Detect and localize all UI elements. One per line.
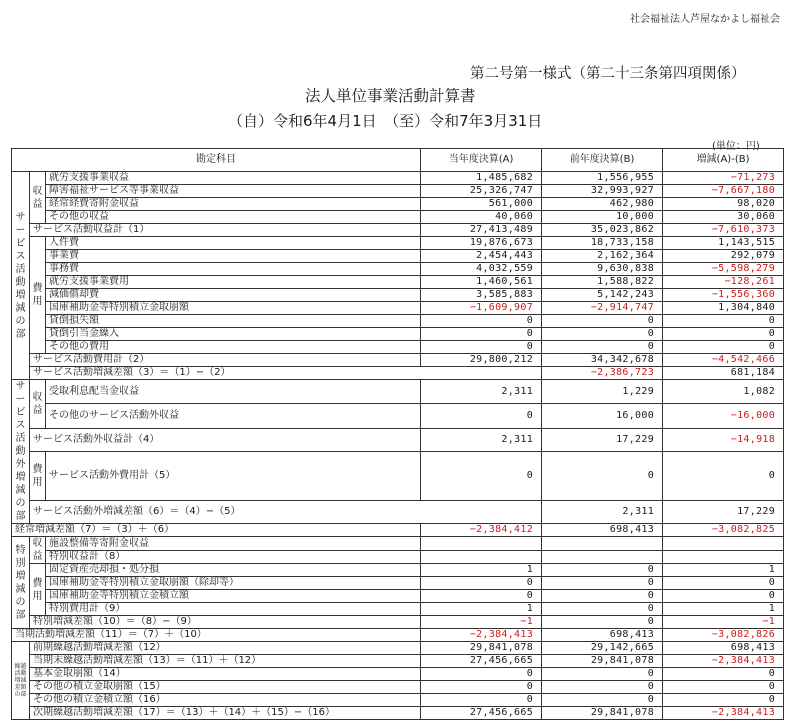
sub-revenue-3: 収益 [30, 537, 46, 564]
table-row [12, 616, 784, 629]
table-row [12, 302, 784, 315]
header-current: 当年度決算(A) [421, 149, 542, 172]
table-row [12, 315, 784, 328]
diff-value: 1,082 [663, 380, 784, 404]
current-value: 0 [421, 668, 542, 681]
row-label: その他の費用 [46, 341, 421, 354]
table-row [12, 211, 784, 224]
row-label: 特別収益計（8） [46, 550, 421, 564]
diff-value: 0 [663, 451, 784, 500]
previous-value [542, 537, 663, 551]
diff-value: −14,918 [663, 428, 784, 451]
previous-value: 34,342,678 [542, 354, 663, 367]
row-label: その他の積立金取崩額（15） [30, 681, 421, 694]
row-label: 国庫補助金等特別積立金積立額 [46, 590, 421, 603]
previous-value: 16,000 [542, 404, 663, 428]
diff-value: 1 [663, 603, 784, 616]
current-value: 0 [421, 590, 542, 603]
row-label: その他の収益 [46, 211, 421, 224]
previous-value: 1,588,822 [542, 276, 663, 289]
previous-value: 2,162,364 [542, 250, 663, 263]
previous-value: 0 [542, 694, 663, 707]
previous-value: 462,980 [542, 198, 663, 211]
current-value: −1 [421, 616, 542, 629]
current-value: 25,326,747 [421, 185, 542, 198]
row-label: サービス活動費用計（2） [30, 354, 421, 367]
diff-value: 0 [663, 668, 784, 681]
header-account: 勘定科目 [12, 149, 421, 172]
previous-value: −2,914,747 [542, 302, 663, 315]
diff-value: −71,273 [663, 172, 784, 185]
current-value: 1 [421, 564, 542, 577]
previous-value: 0 [542, 341, 663, 354]
row-label: 貸倒引当金繰入 [46, 328, 421, 341]
diff-value: −16,000 [663, 404, 784, 428]
period: （自）令和6年4月1日 （至）令和7年3月31日 [228, 112, 543, 130]
previous-value: 0 [542, 328, 663, 341]
diff-value [663, 550, 784, 564]
diff-value: 1 [663, 564, 784, 577]
previous-value: 35,023,862 [542, 224, 663, 237]
diff-value: 0 [663, 681, 784, 694]
diff-value: 1,143,515 [663, 237, 784, 250]
form-label: 第二号第一様式（第二十三条第四項関係） [470, 66, 746, 82]
current-value: 1 [421, 603, 542, 616]
current-value: 0 [421, 328, 542, 341]
table-header [12, 149, 784, 172]
unit-label: (単位：円) [712, 141, 760, 152]
diff-value: −128,261 [663, 276, 784, 289]
row-label: 人件費 [46, 237, 421, 250]
current-value: 0 [421, 404, 542, 428]
sub-expense-3: 費用 [30, 564, 46, 616]
previous-value: 1,556,955 [542, 172, 663, 185]
section-carry: 繰越活動増減差額の部 [12, 642, 30, 720]
row-label: 当期末繰越活動増減差額（13）＝（11）＋（12） [30, 655, 421, 668]
row-label: 特別費用計（9） [46, 603, 421, 616]
diff-value: −4,542,466 [663, 354, 784, 367]
current-value: 1,460,561 [421, 276, 542, 289]
table-row [12, 354, 784, 367]
row-label: 障害福祉サービス等事業収益 [46, 185, 421, 198]
table-row [12, 263, 784, 276]
current-value: 40,060 [421, 211, 542, 224]
row-label: 事務費 [46, 263, 421, 276]
row-label: 当期活動増減差額（11）＝（7）＋（10） [12, 629, 421, 642]
current-value: 29,841,078 [421, 642, 542, 655]
diff-value: −7,667,180 [663, 185, 784, 198]
table-row [12, 224, 784, 237]
row-label: 経常増減差額（7）＝（3）＋（6） [12, 524, 421, 537]
sub-revenue-2: 収益 [30, 380, 46, 429]
current-value: −2,386,723 [542, 367, 663, 380]
organization-name: 社会福祉法人芦屋なかよし福祉会 [630, 14, 780, 25]
previous-value: 0 [542, 315, 663, 328]
current-value: 27,456,665 [421, 707, 542, 720]
table-row [12, 276, 784, 289]
row-label: 就労支援事業費用 [46, 276, 421, 289]
row-label: サービス活動収益計（1） [30, 224, 421, 237]
table-row [12, 524, 784, 537]
diff-value: 98,020 [663, 198, 784, 211]
table-row [12, 451, 784, 500]
current-value: 2,311 [421, 428, 542, 451]
diff-value: −3,082,826 [663, 629, 784, 642]
current-value: 27,456,665 [421, 655, 542, 668]
previous-value: 698,413 [542, 629, 663, 642]
diff-value: 0 [663, 590, 784, 603]
diff-value: 0 [663, 694, 784, 707]
table-row [12, 707, 784, 720]
row-label: 事業費 [46, 250, 421, 263]
table-row [12, 694, 784, 707]
previous-value: 29,841,078 [542, 655, 663, 668]
previous-value: 0 [542, 564, 663, 577]
table-row [12, 629, 784, 642]
diff-value: −3,082,825 [663, 524, 784, 537]
row-label: 国庫補助金等特別積立金取崩額（除却等） [46, 577, 421, 590]
previous-value: 0 [542, 451, 663, 500]
previous-value: 17,229 [663, 500, 784, 523]
current-value: 2,454,443 [421, 250, 542, 263]
current-value: 19,876,673 [421, 237, 542, 250]
header-previous: 前年度決算(B) [542, 149, 663, 172]
current-value [421, 537, 542, 551]
row-label: サービス活動外費用計（5） [46, 451, 421, 500]
sub-expense-2: 費用 [30, 451, 46, 500]
diff-value: 0 [663, 341, 784, 354]
diff-value: 0 [663, 577, 784, 590]
diff-value: 1,304,840 [663, 302, 784, 315]
table-row [12, 550, 784, 564]
table-row [12, 577, 784, 590]
previous-value: 0 [542, 616, 663, 629]
previous-value: 18,733,158 [542, 237, 663, 250]
page-title: 法人単位事業活動計算書 [305, 87, 476, 105]
table-row [12, 185, 784, 198]
row-label: 受取利息配当金収益 [46, 380, 421, 404]
table-row [12, 404, 784, 428]
row-label: 基本金取崩額（14） [30, 668, 421, 681]
section-non-service: サービス活動外増減の部 [12, 380, 30, 524]
diff-value: −2,384,413 [663, 655, 784, 668]
table-row [12, 564, 784, 577]
diff-value: −5,598,279 [663, 263, 784, 276]
previous-value: 29,841,078 [542, 707, 663, 720]
table-row [12, 367, 784, 380]
table-row [12, 198, 784, 211]
row-label: 固定資産売却損・処分損 [46, 564, 421, 577]
current-value: 0 [421, 577, 542, 590]
previous-value: 681,184 [663, 367, 784, 380]
row-label: 特別増減差額（10）＝（8）−（9） [30, 616, 421, 629]
row-label: 国庫補助金等特別積立金取崩額 [46, 302, 421, 315]
previous-value: 5,142,243 [542, 289, 663, 302]
row-label: 減価償却費 [46, 289, 421, 302]
previous-value: 0 [542, 590, 663, 603]
current-value: 561,000 [421, 198, 542, 211]
current-value: 0 [421, 694, 542, 707]
row-label: 次期繰越活動増減差額（17）＝（13）＋（14）＋（15）−（16） [30, 707, 421, 720]
previous-value: 0 [542, 603, 663, 616]
section-special: 特別増減の部 [12, 537, 30, 629]
previous-value: 0 [542, 668, 663, 681]
sub-expense: 費用 [30, 237, 46, 354]
diff-value: 0 [663, 328, 784, 341]
table-row [12, 642, 784, 655]
previous-value: 9,630,838 [542, 263, 663, 276]
current-value: 3,585,883 [421, 289, 542, 302]
current-value: 0 [421, 341, 542, 354]
table-row [12, 237, 784, 250]
current-value: −2,384,412 [421, 524, 542, 537]
previous-value [542, 550, 663, 564]
diff-value: 0 [663, 315, 784, 328]
current-value: 1,485,682 [421, 172, 542, 185]
previous-value: 32,993,927 [542, 185, 663, 198]
row-label: 施設整備等寄附金収益 [46, 537, 421, 551]
table-row [12, 603, 784, 616]
previous-value: 1,229 [542, 380, 663, 404]
row-label: 前期繰越活動増減差額（12） [30, 642, 421, 655]
row-label: サービス活動外収益計（4） [30, 428, 421, 451]
current-value [421, 550, 542, 564]
diff-value: 292,079 [663, 250, 784, 263]
diff-value: −2,384,413 [663, 707, 784, 720]
previous-value: 17,229 [542, 428, 663, 451]
table-row [12, 341, 784, 354]
table-row [12, 668, 784, 681]
diff-value: −7,610,373 [663, 224, 784, 237]
current-value: 0 [421, 451, 542, 500]
row-label: 貸倒損失額 [46, 315, 421, 328]
row-label: 就労支援事業収益 [46, 172, 421, 185]
current-value: 0 [421, 315, 542, 328]
table-row [12, 250, 784, 263]
row-label: その他の積立金積立額（16） [30, 694, 421, 707]
table-row [12, 289, 784, 302]
row-label: サービス活動外増減差額（6）＝（4）−（5） [30, 500, 542, 523]
current-value: 2,311 [542, 500, 663, 523]
header-diff: 増減(A)-(B) [663, 149, 784, 172]
table-row [12, 428, 784, 451]
diff-value: 698,413 [663, 642, 784, 655]
current-value: 0 [421, 681, 542, 694]
table-row [12, 655, 784, 668]
table-row [12, 681, 784, 694]
section-service: サービス活動増減の部 [12, 172, 30, 380]
previous-value: 10,000 [542, 211, 663, 224]
row-label: 経常経費寄附金収益 [46, 198, 421, 211]
previous-value: 29,142,665 [542, 642, 663, 655]
table-row [12, 380, 784, 404]
table-row [12, 537, 784, 551]
table-row [12, 500, 784, 523]
current-value: −2,384,413 [421, 629, 542, 642]
previous-value: 0 [542, 577, 663, 590]
table-row [12, 590, 784, 603]
diff-value [663, 537, 784, 551]
diff-value: −1,556,360 [663, 289, 784, 302]
previous-value: 698,413 [542, 524, 663, 537]
diff-value: −1 [663, 616, 784, 629]
current-value: 4,032,559 [421, 263, 542, 276]
current-value: −1,609,907 [421, 302, 542, 315]
current-value: 29,800,212 [421, 354, 542, 367]
table-row [12, 172, 784, 185]
row-label: サービス活動増減差額（3）＝（1）−（2） [30, 367, 542, 380]
previous-value: 0 [542, 681, 663, 694]
diff-value: 30,060 [663, 211, 784, 224]
row-label: その他のサービス活動外収益 [46, 404, 421, 428]
sub-revenue: 収益 [30, 172, 46, 224]
current-value: 27,413,489 [421, 224, 542, 237]
current-value: 2,311 [421, 380, 542, 404]
activity-statement-table [11, 148, 784, 720]
table-row [12, 328, 784, 341]
